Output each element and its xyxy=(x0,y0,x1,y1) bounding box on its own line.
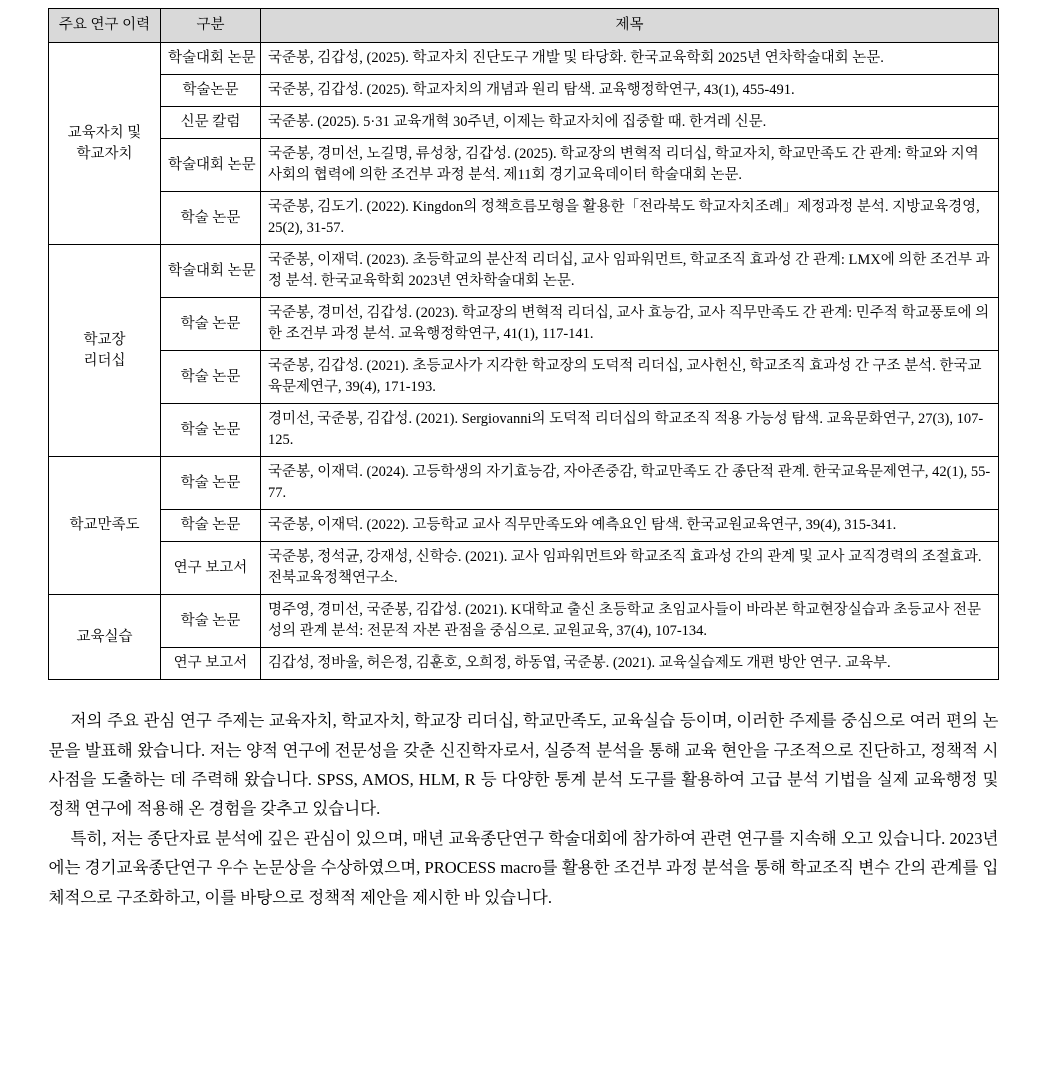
title-cell: 국준봉, 경미선, 노길명, 류성창, 김갑성. (2025). 학교장의 변혁적 리더십, 학교자치, 학교만족도 간 관계: 학교와 지역사회의 협력에 의한 조건부 과정 분석. 제11회 경기교육데이터 학술대회 논문. xyxy=(261,139,999,192)
kind-cell: 학술대회 논문 xyxy=(161,245,261,298)
table-row xyxy=(49,457,999,510)
table-header xyxy=(49,9,999,43)
title-cell: 명주영, 경미선, 국준봉, 김갑성. (2021). K대학교 출신 초등학교 초임교사들이 바라본 학교현장실습과 초등교사 전문성의 관계 분석: 전문적 자본 관점을 중심으로. 교원교육, 37(4), 107-134. xyxy=(261,595,999,648)
column-header-category: 주요 연구 이력 xyxy=(49,9,161,43)
title-cell: 국준봉, 정석균, 강재성, 신학승. (2021). 교사 임파워먼트와 학교조직 효과성 간의 관계 및 교사 교직경력의 조절효과. 전북교육정책연구소. xyxy=(261,542,999,595)
kind-cell: 학술 논문 xyxy=(161,595,261,648)
kind-cell: 학술논문 xyxy=(161,75,261,107)
table-row xyxy=(49,351,999,404)
table-row xyxy=(49,192,999,245)
table-row xyxy=(49,510,999,542)
table-row xyxy=(49,404,999,457)
kind-cell: 신문 칼럼 xyxy=(161,107,261,139)
kind-cell: 연구 보고서 xyxy=(161,542,261,595)
research-history-table xyxy=(48,8,999,680)
table-header-row xyxy=(49,9,999,43)
table-row xyxy=(49,245,999,298)
title-cell: 국준봉, 김갑성. (2021). 초등교사가 지각한 학교장의 도덕적 리더십, 교사헌신, 학교조직 효과성 간 구조 분석. 한국교육문제연구, 39(4), 171-193. xyxy=(261,351,999,404)
category-cell: 교육실습 xyxy=(49,595,161,680)
category-cell: 학교장 리더십 xyxy=(49,245,161,457)
title-cell: 국준봉, 김갑성. (2025). 학교자치의 개념과 원리 탐색. 교육행정학연구, 43(1), 455-491. xyxy=(261,75,999,107)
kind-cell: 학술대회 논문 xyxy=(161,43,261,75)
column-header-title: 제목 xyxy=(261,9,999,43)
title-cell: 국준봉, 이재덕. (2023). 초등학교의 분산적 리더십, 교사 임파워먼트, 학교조직 효과성 간 관계: LMX에 의한 조건부 과정 분석. 한국교육학회 2023년 연차학술대회 논문. xyxy=(261,245,999,298)
table-row xyxy=(49,648,999,680)
table-row xyxy=(49,107,999,139)
narrative-paragraph-2: 특히, 저는 종단자료 분석에 깊은 관심이 있으며, 매년 교육종단연구 학술대회에 참가하여 관련 연구를 지속해 오고 있습니다. 2023년에는 경기교육종단연구 우수 논문상을 수상하였으며, PROCESS macro를 활용한 조건부 과정 분석을 통해 학교조직 변수 간의 관계를 입체적으로 구조화하고, 이를 바탕으로 정책적 제안을 제시한 바 있습니다. xyxy=(48,828,999,907)
kind-cell: 학술 논문 xyxy=(161,298,261,351)
narrative-paragraph-1: 저의 주요 관심 연구 주제는 교육자치, 학교자치, 학교장 리더십, 학교만족도, 교육실습 등이며, 이러한 주제를 중심으로 여러 편의 논문을 발표해 왔습니다. 저는 양적 연구에 전문성을 갖춘 신진학자로서, 실증적 분석을 통해 교육 현안을 구조적으로 진단하고, 정책적 시사점을 도출하는 데 주력해 왔습니다. SPSS, AMOS, HLM, R 등 다양한 통계 분석 도구를 활용하여 고급 분석 기법을 실제 교육행정 및 정책 연구에 적용해 온 경험을 갖추고 있습니다. xyxy=(48,711,999,819)
title-cell: 국준봉. (2025). 5·31 교육개혁 30주년, 이제는 학교자치에 집중할 때. 한겨레 신문. xyxy=(261,107,999,139)
title-cell: 국준봉, 경미선, 김갑성. (2023). 학교장의 변혁적 리더십, 교사 효능감, 교사 직무만족도 간 관계: 민주적 학교풍토에 의한 조건부 과정 분석. 교육행정학연구, 41(1), 117-141. xyxy=(261,298,999,351)
title-cell: 국준봉, 김도기. (2022). Kingdon의 정책흐름모형을 활용한「전라북도 학교자치조례」제정과정 분석. 지방교육경영, 25(2), 31-57. xyxy=(261,192,999,245)
category-cell: 교육자치 및 학교자치 xyxy=(49,43,161,245)
table-row xyxy=(49,75,999,107)
title-cell: 국준봉, 김갑성, (2025). 학교자치 진단도구 개발 및 타당화. 한국교육학회 2025년 연차학술대회 논문. xyxy=(261,43,999,75)
table-row xyxy=(49,43,999,75)
kind-cell: 학술 논문 xyxy=(161,404,261,457)
kind-cell: 학술 논문 xyxy=(161,192,261,245)
table-row xyxy=(49,595,999,648)
kind-cell: 학술대회 논문 xyxy=(161,139,261,192)
table-row xyxy=(49,542,999,595)
kind-cell: 학술 논문 xyxy=(161,457,261,510)
narrative-section xyxy=(49,706,999,912)
title-cell: 김갑성, 정바울, 허은정, 김훈호, 오희정, 하동엽, 국준봉. (2021). 교육실습제도 개편 방안 연구. 교육부. xyxy=(261,648,999,680)
title-cell: 경미선, 국준봉, 김갑성. (2021). Sergiovanni의 도덕적 리더십의 학교조직 적용 가능성 탐색. 교육문화연구, 27(3), 107-125. xyxy=(261,404,999,457)
table-row xyxy=(49,298,999,351)
column-header-kind: 구분 xyxy=(161,9,261,43)
table-body xyxy=(49,43,999,680)
title-cell: 국준봉, 이재덕. (2024). 고등학생의 자기효능감, 자아존중감, 학교만족도 간 종단적 관계. 한국교육문제연구, 42(1), 55-77. xyxy=(261,457,999,510)
title-cell: 국준봉, 이재덕. (2022). 고등학교 교사 직무만족도와 예측요인 탐색. 한국교원교육연구, 39(4), 315-341. xyxy=(261,510,999,542)
category-cell: 학교만족도 xyxy=(49,457,161,595)
kind-cell: 학술 논문 xyxy=(161,510,261,542)
kind-cell: 학술 논문 xyxy=(161,351,261,404)
kind-cell: 연구 보고서 xyxy=(161,648,261,680)
table-row xyxy=(49,139,999,192)
